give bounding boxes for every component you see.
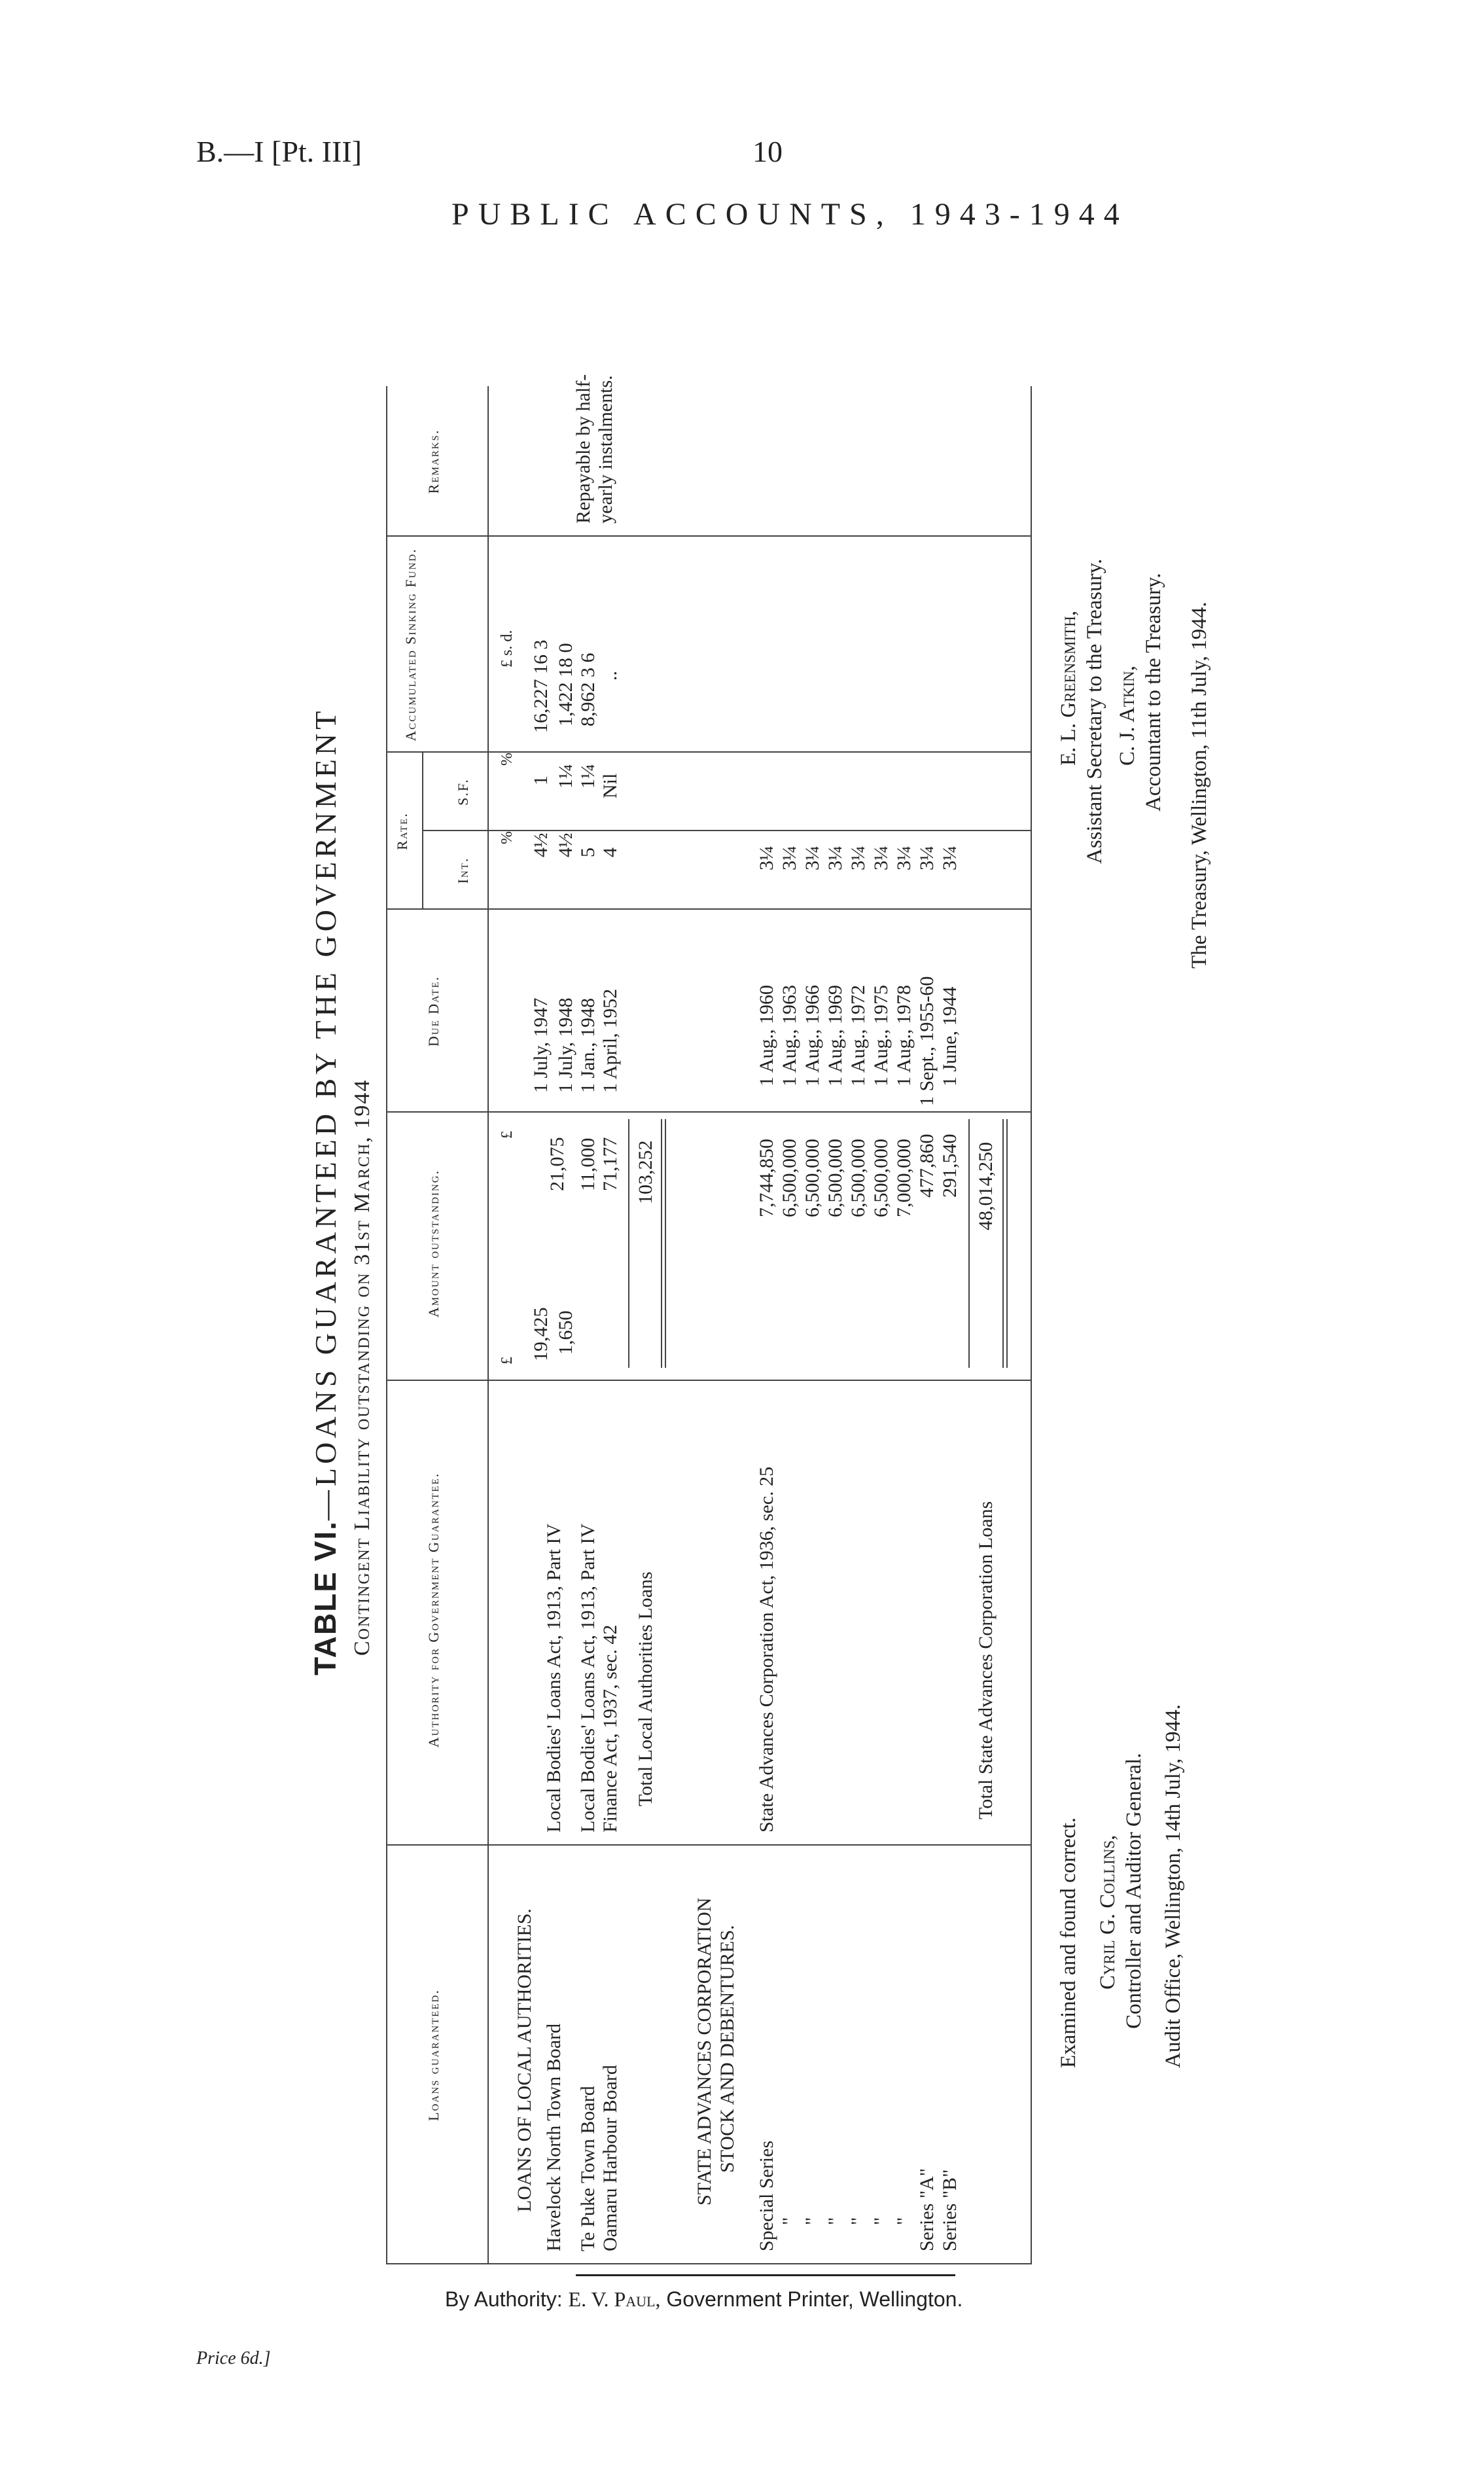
rate-sf: 1¼ <box>555 764 576 789</box>
due-date: 1 Sept., 1955-60 <box>916 976 938 1106</box>
due-date: 1 Aug., 1966 <box>802 984 823 1086</box>
due-date: 1 Aug., 1963 <box>779 984 800 1086</box>
due-date: 1 July, 1947 <box>530 997 552 1093</box>
sinking-fund: 16,227 16 3 <box>530 639 552 733</box>
ditto-mark: " <box>870 2217 892 2225</box>
due-date: 1 Aug., 1960 <box>756 984 777 1086</box>
rate-subhead-rule <box>422 753 423 910</box>
ditto-mark: " <box>847 2217 869 2225</box>
total-value-local: 103,252 <box>635 1140 656 1204</box>
due-date: 1 July, 1948 <box>555 997 576 1093</box>
col-divider <box>386 1111 1031 1113</box>
unit-pound: £ <box>499 1357 516 1365</box>
authority-text: State Advances Corporation Act, 1936, sec. 25 <box>756 1466 777 1832</box>
total-rule <box>968 1119 970 1368</box>
treasury-date: The Treasury, Wellington, 11th July, 1944. <box>1188 601 1211 969</box>
unit-pct: % <box>499 831 516 844</box>
sinking-fund: 1,422 18 0 <box>555 643 576 726</box>
col-head-amount: Amount outstanding. <box>425 1169 442 1318</box>
rate-sf: 1 <box>530 776 552 785</box>
col-head-remarks: Remarks. <box>425 429 442 494</box>
rotated-table-block <box>294 262 1224 2264</box>
rate-int: 3¼ <box>870 846 892 870</box>
printer-imprint: By Authority: E. V. Paul, Government Printer, Wellington. <box>445 2287 963 2311</box>
page-title: PUBLIC ACCOUNTS, 1943-1944 <box>451 197 1129 232</box>
auditor-name: Cyril G. Collins, <box>1096 1834 1120 1990</box>
rate-int: 3¼ <box>939 846 961 870</box>
col-head-rate: Rate. <box>394 812 410 850</box>
page-number: 10 <box>752 135 783 168</box>
page-reference: B.—I [Pt. III] <box>196 135 362 168</box>
loan-name: Special Series <box>756 2140 777 2251</box>
col-head-loans: Loans guaranteed. <box>425 1989 442 2121</box>
rate-int: 4½ <box>530 832 552 857</box>
unit-pct: % <box>499 753 516 766</box>
rate-sf: 1¼ <box>577 764 599 789</box>
due-date: 1 June, 1944 <box>939 986 961 1086</box>
amount-value: 7,744,850 <box>756 1139 777 1217</box>
amount-value: 7,000,000 <box>893 1139 915 1217</box>
audit-office-date: Audit Office, Wellington, 14th July, 1944. <box>1161 1704 1185 2068</box>
rate-int: 3¼ <box>802 846 823 870</box>
col-divider <box>386 1844 1031 1846</box>
rate-int: 4 <box>599 848 621 857</box>
asst-secretary-name: E. L. Greensmith, <box>1057 610 1080 766</box>
loan-name: Series "B" <box>939 2169 961 2251</box>
due-date: 1 Aug., 1969 <box>824 984 846 1086</box>
col-divider <box>386 1380 1031 1381</box>
due-date: 1 Aug., 1972 <box>847 984 869 1086</box>
authority-text: Finance Act, 1937, sec. 42 <box>599 1624 621 1832</box>
examined-note: Examined and found correct. <box>1057 1817 1080 2068</box>
amount-value: 6,500,000 <box>824 1139 846 1217</box>
col-head-rate-sf: S.F. <box>455 778 471 806</box>
loan-name: Havelock North Town Board <box>543 2023 565 2251</box>
due-date: 1 Jan., 1948 <box>577 998 599 1093</box>
table-bottom-rule <box>1031 386 1032 2264</box>
total-double-rule <box>661 1119 662 1368</box>
section-heading-local: LOANS OF LOCAL AUTHORITIES. <box>514 1908 535 2212</box>
total-double-rule <box>1002 1119 1004 1368</box>
rate-int: 5 <box>577 848 599 857</box>
loan-name: Oamaru Harbour Board <box>599 2065 621 2251</box>
amount-value: 6,500,000 <box>802 1139 823 1217</box>
total-label-state: Total State Advances Corporation Loans <box>975 1501 997 1819</box>
col-divider <box>386 535 1031 537</box>
amount-value: 6,500,000 <box>779 1139 800 1217</box>
amount-value: 477,860 <box>916 1134 938 1198</box>
total-value-state: 48,014,250 <box>975 1142 997 1230</box>
asst-secretary-title: Assistant Secretary to the Treasury. <box>1083 558 1106 864</box>
due-date: 1 April, 1952 <box>599 988 621 1093</box>
rate-int: 3¼ <box>916 846 938 870</box>
rate-int: 3¼ <box>824 846 846 870</box>
amount-value: 19,425 <box>530 1307 552 1361</box>
col-head-due: Due Date. <box>425 975 442 1047</box>
unit-pound: £ <box>499 1131 516 1139</box>
amount-value: 71,177 <box>599 1137 621 1191</box>
table-header-rule <box>487 386 489 2264</box>
authority-text: Local Bodies' Loans Act, 1913, Part IV <box>577 1524 599 1832</box>
accountant-name: C. J. Atkin, <box>1116 665 1139 766</box>
table-subtitle: Contingent Liability outstanding on 31st March, 1944 <box>350 1079 374 1656</box>
sinking-fund: 8,962 3 6 <box>577 652 599 726</box>
amount-value: 291,540 <box>939 1134 961 1198</box>
total-label-local: Total Local Authorities Loans <box>635 1571 656 1806</box>
price-note: Price 6d.] <box>196 2348 271 2368</box>
col-head-authority: Authority for Government Guarantee. <box>425 1472 442 1748</box>
unit-lsd: £ s. d. <box>499 630 516 668</box>
col-head-sinking: Accumulated Sinking Fund. <box>402 548 419 742</box>
amount-value: 11,000 <box>577 1137 599 1191</box>
ditto-mark: " <box>893 2217 915 2225</box>
rate-int: 3¼ <box>847 846 869 870</box>
footer-rule <box>576 2274 955 2276</box>
table-title: TABLE VI.—LOANS GUARANTEED BY THE GOVERNMENT <box>308 707 342 1675</box>
amount-value: 1,650 <box>555 1310 576 1355</box>
loan-name: Te Puke Town Board <box>577 2086 599 2251</box>
total-double-rule <box>665 1119 666 1368</box>
total-double-rule <box>1006 1119 1008 1368</box>
loan-name: Series "A" <box>916 2168 938 2251</box>
table-top-rule <box>386 386 387 2264</box>
amount-value: 6,500,000 <box>870 1139 892 1217</box>
section-heading-state-2: STOCK AND DEBENTURES. <box>716 1925 738 2173</box>
ditto-mark: " <box>824 2217 846 2225</box>
sinking-fund: .. <box>599 671 621 681</box>
auditor-title: Controller and Auditor General. <box>1122 1753 1146 2029</box>
remarks-text: Repayable by half-yearly instalments. <box>573 374 616 524</box>
due-date: 1 Aug., 1975 <box>870 984 892 1086</box>
table-left-rule <box>386 2263 1031 2264</box>
authority-text: Local Bodies' Loans Act, 1913, Part IV <box>543 1524 565 1832</box>
ditto-mark: " <box>779 2217 800 2225</box>
rate-int: 4½ <box>555 832 576 857</box>
ditto-mark: " <box>802 2217 823 2225</box>
rate-int: 3¼ <box>893 846 915 870</box>
col-divider <box>386 751 1031 753</box>
col-divider <box>386 908 1031 910</box>
col-head-rate-int: Int. <box>455 857 471 884</box>
total-rule <box>628 1119 629 1368</box>
section-heading-state-1: STATE ADVANCES CORPORATION <box>694 1897 715 2206</box>
accountant-title: Accountant to the Treasury. <box>1142 573 1165 812</box>
amount-value: 6,500,000 <box>847 1139 869 1217</box>
rate-int: 3¼ <box>779 846 800 870</box>
due-date: 1 Aug., 1978 <box>893 984 915 1086</box>
rate-sf: Nil <box>599 773 621 798</box>
amount-value: 21,075 <box>546 1137 568 1191</box>
rate-int: 3¼ <box>756 846 777 870</box>
